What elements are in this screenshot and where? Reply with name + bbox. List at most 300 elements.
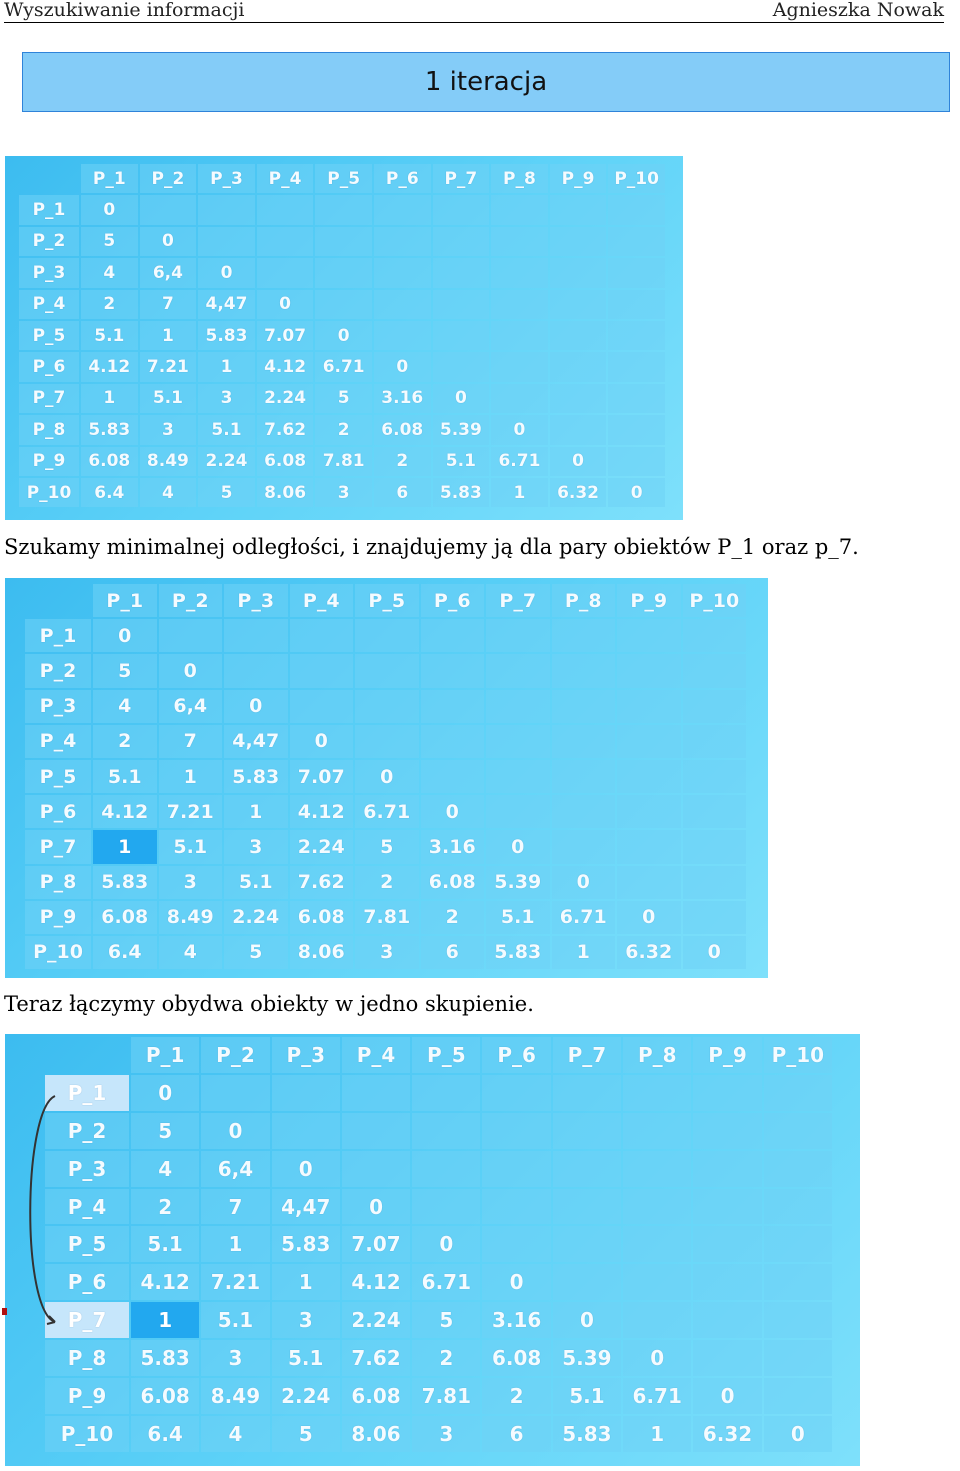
min-distance-cell: 1 xyxy=(131,1302,199,1338)
empty-cell xyxy=(553,1113,621,1149)
empty-cell xyxy=(608,384,665,413)
distance-cell: 6.71 xyxy=(552,901,616,934)
empty-cell xyxy=(257,195,314,224)
empty-cell xyxy=(550,195,607,224)
row-header-p8: P_8 xyxy=(25,866,91,899)
empty-cell xyxy=(433,258,490,287)
empty-cell xyxy=(608,352,665,381)
empty-cell xyxy=(315,195,372,224)
row-header-p9: P_9 xyxy=(25,901,91,934)
empty-cell xyxy=(140,195,197,224)
distance-cell: 6.4 xyxy=(81,478,138,507)
distance-cell: 3 xyxy=(201,1340,269,1376)
distance-cell: 6.08 xyxy=(421,866,485,899)
distance-cell: 0 xyxy=(374,352,431,381)
distance-cell: 5.39 xyxy=(553,1340,621,1376)
distance-cell: 5 xyxy=(272,1416,340,1452)
row-header-p10: P_10 xyxy=(25,936,91,969)
empty-cell xyxy=(550,290,607,319)
iteration-banner xyxy=(22,52,950,112)
row-header-p4: P_4 xyxy=(19,290,79,319)
empty-cell xyxy=(550,415,607,444)
column-header-p7: P_7 xyxy=(553,1037,621,1073)
row-header-p2: P_2 xyxy=(45,1113,129,1149)
empty-cell xyxy=(553,1075,621,1111)
empty-cell xyxy=(683,725,747,758)
distance-cell: 7.62 xyxy=(257,415,314,444)
column-header-p6: P_6 xyxy=(482,1037,550,1073)
distance-cell: 5.83 xyxy=(81,415,138,444)
distance-cell: 5.1 xyxy=(486,901,550,934)
distance-cell: 0 xyxy=(412,1226,480,1262)
empty-cell xyxy=(342,1113,410,1149)
column-header-p7: P_7 xyxy=(486,584,550,617)
min-distance-cell: 1 xyxy=(93,830,157,863)
distance-cell: 3 xyxy=(315,478,372,507)
distance-cell: 6.08 xyxy=(131,1378,199,1414)
empty-cell xyxy=(421,619,485,652)
distance-cell: 3.16 xyxy=(374,384,431,413)
empty-cell xyxy=(482,1189,550,1225)
empty-cell xyxy=(355,725,419,758)
empty-cell xyxy=(421,760,485,793)
distance-cell: 7 xyxy=(159,725,223,758)
distance-cell: 4.12 xyxy=(93,795,157,828)
distance-cell: 6.08 xyxy=(93,901,157,934)
empty-cell xyxy=(412,1189,480,1225)
distance-cell: 2 xyxy=(421,901,485,934)
distance-cell: 0 xyxy=(433,384,490,413)
distance-cell: 3 xyxy=(159,866,223,899)
empty-cell xyxy=(764,1075,832,1111)
distance-cell: 5 xyxy=(81,227,138,256)
empty-cell xyxy=(693,1151,761,1187)
row-header-p3: P_3 xyxy=(45,1151,129,1187)
column-header-p2: P_2 xyxy=(159,584,223,617)
distance-cell: 1 xyxy=(198,352,255,381)
distance-cell: 4 xyxy=(201,1416,269,1452)
empty-cell xyxy=(550,321,607,350)
empty-cell xyxy=(552,795,616,828)
matrix-grid xyxy=(25,584,746,969)
distance-cell: 6.08 xyxy=(290,901,354,934)
distance-cell: 3 xyxy=(224,830,288,863)
distance-cell: 5.83 xyxy=(272,1226,340,1262)
empty-cell xyxy=(486,690,550,723)
empty-cell xyxy=(374,195,431,224)
distance-cell: 6.08 xyxy=(482,1340,550,1376)
distance-cell: 0 xyxy=(272,1151,340,1187)
empty-cell xyxy=(617,866,681,899)
column-header-p9: P_9 xyxy=(693,1037,761,1073)
empty-cell xyxy=(553,1264,621,1300)
header-left-title: Wyszukiwanie informacji xyxy=(4,0,245,21)
distance-cell: 7.07 xyxy=(342,1226,410,1262)
column-header-p2: P_2 xyxy=(201,1037,269,1073)
row-header-p6: P_6 xyxy=(19,352,79,381)
empty-cell xyxy=(374,290,431,319)
empty-cell xyxy=(764,1302,832,1338)
distance-cell: 1 xyxy=(201,1226,269,1262)
distance-cell: 5.83 xyxy=(433,478,490,507)
column-header-p4: P_4 xyxy=(342,1037,410,1073)
empty-cell xyxy=(693,1264,761,1300)
bracket-marker xyxy=(2,1308,7,1315)
distance-cell: 0 xyxy=(290,725,354,758)
empty-cell xyxy=(421,725,485,758)
distance-cell: 4,47 xyxy=(272,1189,340,1225)
empty-cell xyxy=(482,1113,550,1149)
distance-cell: 5.83 xyxy=(93,866,157,899)
distance-cell: 0 xyxy=(342,1189,410,1225)
empty-cell xyxy=(550,384,607,413)
distance-cell: 6.32 xyxy=(693,1416,761,1452)
merge-bracket xyxy=(13,1090,63,1350)
distance-cell: 6.71 xyxy=(623,1378,691,1414)
distance-cell: 0 xyxy=(552,866,616,899)
distance-cell: 0 xyxy=(201,1113,269,1149)
distance-cell: 0 xyxy=(140,227,197,256)
row-header-p8: P_8 xyxy=(19,415,79,444)
empty-cell xyxy=(683,866,747,899)
distance-cell: 2 xyxy=(81,290,138,319)
empty-cell xyxy=(623,1302,691,1338)
empty-cell xyxy=(224,654,288,687)
distance-matrix-2 xyxy=(5,578,768,978)
distance-cell: 6,4 xyxy=(201,1151,269,1187)
matrix-corner xyxy=(45,1037,129,1073)
empty-cell xyxy=(355,690,419,723)
distance-cell: 6.71 xyxy=(491,447,548,476)
empty-cell xyxy=(272,1075,340,1111)
empty-cell xyxy=(290,690,354,723)
column-header-p6: P_6 xyxy=(374,164,431,193)
distance-cell: 1 xyxy=(159,760,223,793)
empty-cell xyxy=(550,227,607,256)
distance-cell: 5 xyxy=(131,1113,199,1149)
row-header-p9: P_9 xyxy=(45,1378,129,1414)
empty-cell xyxy=(272,1113,340,1149)
distance-cell: 0 xyxy=(131,1075,199,1111)
distance-cell: 0 xyxy=(81,195,138,224)
empty-cell xyxy=(683,619,747,652)
empty-cell xyxy=(257,227,314,256)
empty-cell xyxy=(550,258,607,287)
empty-cell xyxy=(355,619,419,652)
distance-cell: 4,47 xyxy=(224,725,288,758)
distance-cell: 0 xyxy=(159,654,223,687)
distance-cell: 3 xyxy=(355,936,419,969)
empty-cell xyxy=(315,290,372,319)
distance-cell: 5.1 xyxy=(224,866,288,899)
row-header-p2: P_2 xyxy=(19,227,79,256)
distance-cell: 1 xyxy=(140,321,197,350)
column-header-p1: P_1 xyxy=(131,1037,199,1073)
distance-cell: 8.06 xyxy=(257,478,314,507)
distance-cell: 4.12 xyxy=(131,1264,199,1300)
empty-cell xyxy=(764,1378,832,1414)
distance-cell: 0 xyxy=(421,795,485,828)
empty-cell xyxy=(433,195,490,224)
empty-cell xyxy=(683,690,747,723)
distance-cell: 2 xyxy=(412,1340,480,1376)
empty-cell xyxy=(683,901,747,934)
distance-cell: 2.24 xyxy=(272,1378,340,1414)
empty-cell xyxy=(491,352,548,381)
empty-cell xyxy=(486,619,550,652)
distance-cell: 4.12 xyxy=(290,795,354,828)
distance-cell: 5.83 xyxy=(131,1340,199,1376)
empty-cell xyxy=(552,619,616,652)
distance-cell: 5.1 xyxy=(198,415,255,444)
empty-cell xyxy=(764,1151,832,1187)
distance-cell: 4 xyxy=(159,936,223,969)
empty-cell xyxy=(374,258,431,287)
empty-cell xyxy=(224,619,288,652)
empty-cell xyxy=(693,1075,761,1111)
empty-cell xyxy=(198,227,255,256)
empty-cell xyxy=(412,1075,480,1111)
distance-cell: 0 xyxy=(550,447,607,476)
distance-cell: 6.08 xyxy=(257,447,314,476)
empty-cell xyxy=(552,830,616,863)
distance-cell: 2.24 xyxy=(224,901,288,934)
distance-cell: 6 xyxy=(374,478,431,507)
row-header-p1: P_1 xyxy=(25,619,91,652)
empty-cell xyxy=(159,619,223,652)
empty-cell xyxy=(421,654,485,687)
empty-cell xyxy=(482,1151,550,1187)
distance-cell: 0 xyxy=(764,1416,832,1452)
row-header-p2: P_2 xyxy=(25,654,91,687)
row-header-p5: P_5 xyxy=(19,321,79,350)
empty-cell xyxy=(491,290,548,319)
empty-cell xyxy=(623,1189,691,1225)
distance-cell: 3.16 xyxy=(482,1302,550,1338)
empty-cell xyxy=(491,321,548,350)
distance-cell: 2.24 xyxy=(290,830,354,863)
column-header-p5: P_5 xyxy=(412,1037,480,1073)
empty-cell xyxy=(482,1075,550,1111)
distance-cell: 0 xyxy=(623,1340,691,1376)
column-header-p9: P_9 xyxy=(550,164,607,193)
empty-cell xyxy=(608,321,665,350)
column-header-p6: P_6 xyxy=(421,584,485,617)
column-header-p10: P_10 xyxy=(608,164,665,193)
empty-cell xyxy=(553,1226,621,1262)
row-header-p4: P_4 xyxy=(45,1189,129,1225)
empty-cell xyxy=(617,795,681,828)
row-header-p10: P_10 xyxy=(45,1416,129,1452)
column-header-p8: P_8 xyxy=(552,584,616,617)
distance-cell: 2.24 xyxy=(257,384,314,413)
row-header-p3: P_3 xyxy=(19,258,79,287)
paragraph-merge: Teraz łączymy obydwa obiekty w jedno skupienie. xyxy=(4,992,534,1016)
distance-cell: 0 xyxy=(257,290,314,319)
distance-cell: 6.32 xyxy=(550,478,607,507)
empty-cell xyxy=(608,290,665,319)
distance-cell: 0 xyxy=(608,478,665,507)
matrix-corner xyxy=(25,584,91,617)
distance-cell: 5 xyxy=(224,936,288,969)
distance-cell: 5.39 xyxy=(433,415,490,444)
empty-cell xyxy=(683,830,747,863)
distance-cell: 0 xyxy=(553,1302,621,1338)
distance-cell: 8.06 xyxy=(290,936,354,969)
distance-cell: 4 xyxy=(81,258,138,287)
empty-cell xyxy=(290,654,354,687)
empty-cell xyxy=(693,1189,761,1225)
paragraph-min-distance: Szukamy minimalnej odległości, i znajdujemy ją dla pary obiektów P_1 oraz p_7. xyxy=(4,535,859,559)
empty-cell xyxy=(764,1113,832,1149)
empty-cell xyxy=(433,321,490,350)
row-header-p6: P_6 xyxy=(45,1264,129,1300)
distance-cell: 0 xyxy=(617,901,681,934)
empty-cell xyxy=(315,227,372,256)
distance-cell: 4.12 xyxy=(81,352,138,381)
empty-cell xyxy=(608,447,665,476)
distance-cell: 5.1 xyxy=(140,384,197,413)
distance-cell: 8.49 xyxy=(201,1378,269,1414)
distance-cell: 1 xyxy=(491,478,548,507)
distance-cell: 0 xyxy=(224,690,288,723)
distance-cell: 7.07 xyxy=(257,321,314,350)
empty-cell xyxy=(552,690,616,723)
empty-cell xyxy=(623,1264,691,1300)
distance-cell: 2 xyxy=(374,447,431,476)
distance-cell: 5 xyxy=(412,1302,480,1338)
distance-cell: 5.83 xyxy=(486,936,550,969)
distance-cell: 7.81 xyxy=(355,901,419,934)
empty-cell xyxy=(608,258,665,287)
distance-cell: 7.21 xyxy=(201,1264,269,1300)
empty-cell xyxy=(198,195,255,224)
distance-cell: 7.07 xyxy=(290,760,354,793)
distance-cell: 4 xyxy=(131,1151,199,1187)
empty-cell xyxy=(486,654,550,687)
empty-cell xyxy=(553,1151,621,1187)
column-header-p9: P_9 xyxy=(617,584,681,617)
distance-cell: 7 xyxy=(201,1189,269,1225)
distance-cell: 7.62 xyxy=(290,866,354,899)
distance-cell: 3 xyxy=(272,1302,340,1338)
distance-cell: 5.1 xyxy=(433,447,490,476)
column-header-p3: P_3 xyxy=(198,164,255,193)
empty-cell xyxy=(764,1189,832,1225)
row-header-p7: P_7 xyxy=(45,1302,129,1338)
empty-cell xyxy=(608,195,665,224)
distance-cell: 5 xyxy=(93,654,157,687)
distance-cell: 0 xyxy=(315,321,372,350)
distance-cell: 6,4 xyxy=(140,258,197,287)
column-header-p10: P_10 xyxy=(764,1037,832,1073)
column-header-p2: P_2 xyxy=(140,164,197,193)
empty-cell xyxy=(257,258,314,287)
empty-cell xyxy=(342,1075,410,1111)
column-header-p4: P_4 xyxy=(290,584,354,617)
distance-cell: 4.12 xyxy=(342,1264,410,1300)
distance-cell: 6.71 xyxy=(355,795,419,828)
empty-cell xyxy=(764,1264,832,1300)
distance-cell: 6 xyxy=(482,1416,550,1452)
empty-cell xyxy=(552,760,616,793)
distance-cell: 6.71 xyxy=(315,352,372,381)
distance-cell: 1 xyxy=(623,1416,691,1452)
distance-matrix-1 xyxy=(5,156,683,520)
empty-cell xyxy=(433,290,490,319)
row-header-p10: P_10 xyxy=(19,478,79,507)
distance-cell: 4.12 xyxy=(257,352,314,381)
empty-cell xyxy=(617,760,681,793)
distance-cell: 6.4 xyxy=(131,1416,199,1452)
column-header-p10: P_10 xyxy=(683,584,747,617)
distance-cell: 1 xyxy=(81,384,138,413)
empty-cell xyxy=(491,384,548,413)
empty-cell xyxy=(355,654,419,687)
distance-cell: 6.71 xyxy=(412,1264,480,1300)
distance-cell: 5.1 xyxy=(272,1340,340,1376)
distance-cell: 3 xyxy=(198,384,255,413)
distance-cell: 0 xyxy=(93,619,157,652)
column-header-p5: P_5 xyxy=(355,584,419,617)
column-header-p1: P_1 xyxy=(81,164,138,193)
header-author: Agnieszka Nowak xyxy=(772,0,944,21)
distance-cell: 7.21 xyxy=(140,352,197,381)
empty-cell xyxy=(552,654,616,687)
matrix-grid xyxy=(19,164,665,507)
empty-cell xyxy=(623,1113,691,1149)
distance-cell: 7.62 xyxy=(342,1340,410,1376)
distance-cell: 6.08 xyxy=(81,447,138,476)
empty-cell xyxy=(693,1302,761,1338)
empty-cell xyxy=(315,258,372,287)
empty-cell xyxy=(491,195,548,224)
empty-cell xyxy=(693,1340,761,1376)
column-header-p8: P_8 xyxy=(623,1037,691,1073)
empty-cell xyxy=(201,1075,269,1111)
row-header-p1: P_1 xyxy=(45,1075,129,1111)
distance-cell: 5.39 xyxy=(486,866,550,899)
empty-cell xyxy=(617,619,681,652)
distance-cell: 2 xyxy=(93,725,157,758)
row-header-p3: P_3 xyxy=(25,690,91,723)
empty-cell xyxy=(374,321,431,350)
distance-cell: 5.83 xyxy=(553,1416,621,1452)
empty-cell xyxy=(683,654,747,687)
distance-cell: 6.08 xyxy=(374,415,431,444)
distance-cell: 5.1 xyxy=(93,760,157,793)
distance-cell: 7 xyxy=(140,290,197,319)
empty-cell xyxy=(491,258,548,287)
distance-cell: 0 xyxy=(486,830,550,863)
empty-cell xyxy=(552,725,616,758)
distance-cell: 0 xyxy=(683,936,747,969)
empty-cell xyxy=(486,795,550,828)
distance-cell: 7.21 xyxy=(159,795,223,828)
iteration-title: 1 iteracja xyxy=(424,67,548,97)
empty-cell xyxy=(433,352,490,381)
column-header-p1: P_1 xyxy=(93,584,157,617)
distance-cell: 4,47 xyxy=(198,290,255,319)
distance-cell: 2.24 xyxy=(342,1302,410,1338)
distance-cell: 0 xyxy=(491,415,548,444)
distance-cell: 5.1 xyxy=(553,1378,621,1414)
empty-cell xyxy=(683,760,747,793)
distance-cell: 8.06 xyxy=(342,1416,410,1452)
distance-cell: 2.24 xyxy=(198,447,255,476)
column-header-p5: P_5 xyxy=(315,164,372,193)
distance-cell: 6.4 xyxy=(93,936,157,969)
